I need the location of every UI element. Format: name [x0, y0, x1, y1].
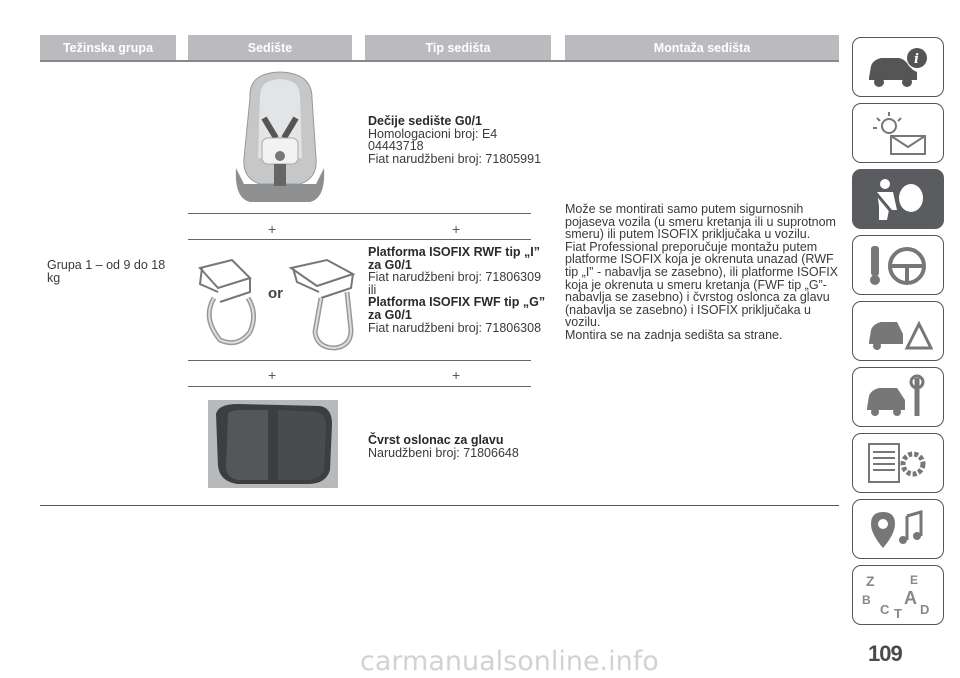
child-seat-order-number: Fiat narudžbeni broj: 71805991	[368, 151, 542, 166]
index-letter: C	[880, 602, 890, 617]
mounting-line: Montira se na zadnja sedišta sa strane.	[565, 327, 783, 342]
tab-multimedia[interactable]	[852, 499, 944, 559]
isofix-rwf-title: Platforma ISOFIX RWF tip „I” za G0/1	[368, 245, 541, 272]
or-label: or	[268, 285, 283, 302]
isofix-rwf-order-number: Fiat narudžbeni broj: 71806309	[368, 270, 542, 285]
mounting-text	[565, 203, 839, 342]
row-divider	[188, 213, 531, 214]
weight-group-text: Grupa 1 – od 9 do 18 kg	[47, 258, 166, 285]
header-label: Težinska grupa	[62, 40, 154, 55]
plus-sign: +	[268, 221, 277, 237]
mounting-line: (nabavlja se zasebno) i ISOFIX priključaka u	[565, 302, 811, 317]
header-seat	[188, 35, 352, 60]
header-label: Montaža sedišta	[653, 40, 751, 55]
index-letter: T	[894, 606, 902, 620]
plus-sign: +	[452, 221, 461, 237]
page-number: 109	[868, 641, 902, 666]
plus-sign: +	[452, 367, 461, 383]
headrest-photo	[208, 400, 338, 488]
mounting-line: tip „I” - nabavlja se zasebno), ili platforme ISOFIX	[565, 264, 839, 279]
svg-text:i: i	[914, 52, 919, 67]
isofix-platform-fwf-photo	[285, 252, 365, 352]
child-seat-text	[368, 115, 548, 165]
tab-maintenance[interactable]	[852, 367, 944, 427]
child-seat-title: Dečije sedište G0/1	[368, 114, 482, 128]
index-letter: E	[910, 573, 919, 587]
headrest-text	[368, 434, 548, 459]
plus-sign: +	[268, 367, 277, 383]
or-text: ili	[368, 282, 377, 297]
tab-starting-driving[interactable]	[852, 235, 944, 295]
index-letter: B	[862, 593, 871, 607]
seatbelt-airbag-icon	[863, 176, 933, 222]
header-seat-type	[365, 35, 551, 60]
headrest-order-number: Narudžbeni broj: 71806648	[368, 445, 519, 460]
mounting-line: pojaseva vozila (u smeru kretanja ili u suprotnom	[565, 214, 836, 229]
multimedia-icon	[863, 506, 933, 552]
tab-index[interactable]	[852, 565, 944, 625]
tab-car-info[interactable]	[852, 37, 944, 97]
mounting-line: koja je okrenuta u smeru kretanja (FWF tip „G”-	[565, 277, 827, 292]
car-maintenance-icon	[863, 374, 933, 420]
mounting-line: platforme ISOFIX koja je okrenuta unazad (RWF	[565, 252, 834, 267]
watermark: carmanualsonline.info	[360, 646, 659, 677]
tab-safety[interactable]	[852, 169, 944, 229]
isofix-platform-text	[368, 246, 548, 334]
car-info-icon	[863, 44, 933, 90]
header-weight-group	[40, 35, 176, 60]
child-seat-photo	[230, 68, 330, 208]
index-letter: A	[904, 588, 917, 608]
emergency-icon	[863, 308, 933, 354]
isofix-fwf-title: Platforma ISOFIX FWF tip „G” za G0/1	[368, 295, 546, 322]
child-seat-homologation-number: 04443718	[368, 139, 424, 154]
row-divider	[188, 239, 531, 240]
child-seat-homologation: Homologacioni broj: E4	[368, 126, 498, 141]
header-divider	[40, 60, 839, 62]
index-letter: D	[920, 602, 930, 617]
table-bottom-divider	[40, 505, 839, 506]
mounting-line: smeru) ili putem ISOFIX priključaka u vozilu.	[565, 227, 811, 242]
row-divider	[188, 386, 531, 387]
tab-technical-data[interactable]	[852, 433, 944, 493]
header-label: Tip sedišta	[425, 40, 491, 55]
tab-warning-lights[interactable]	[852, 103, 944, 163]
index-letters-icon	[860, 570, 936, 620]
mounting-line: Može se montirati samo putem sigurnosnih	[565, 202, 804, 216]
mounting-line: nabavlja se zasebno) i čvrstog oslonca za glavu	[565, 290, 830, 305]
warning-lights-icon	[863, 110, 933, 156]
header-seat-mounting	[565, 35, 839, 60]
specs-gear-icon	[863, 440, 933, 486]
header-label: Sedište	[247, 40, 293, 55]
headrest-title: Čvrst oslonac za glavu	[368, 433, 504, 447]
index-letter: Z	[866, 573, 875, 589]
key-steering-icon	[863, 242, 933, 288]
mounting-line: Fiat Professional preporučuje montažu putem	[565, 239, 818, 254]
isofix-fwf-order-number: Fiat narudžbeni broj: 71806308	[368, 320, 542, 335]
row-divider	[188, 360, 531, 361]
isofix-platform-rwf-photo	[192, 248, 268, 348]
mounting-line: vozilu.	[565, 315, 601, 330]
tab-emergency[interactable]	[852, 301, 944, 361]
